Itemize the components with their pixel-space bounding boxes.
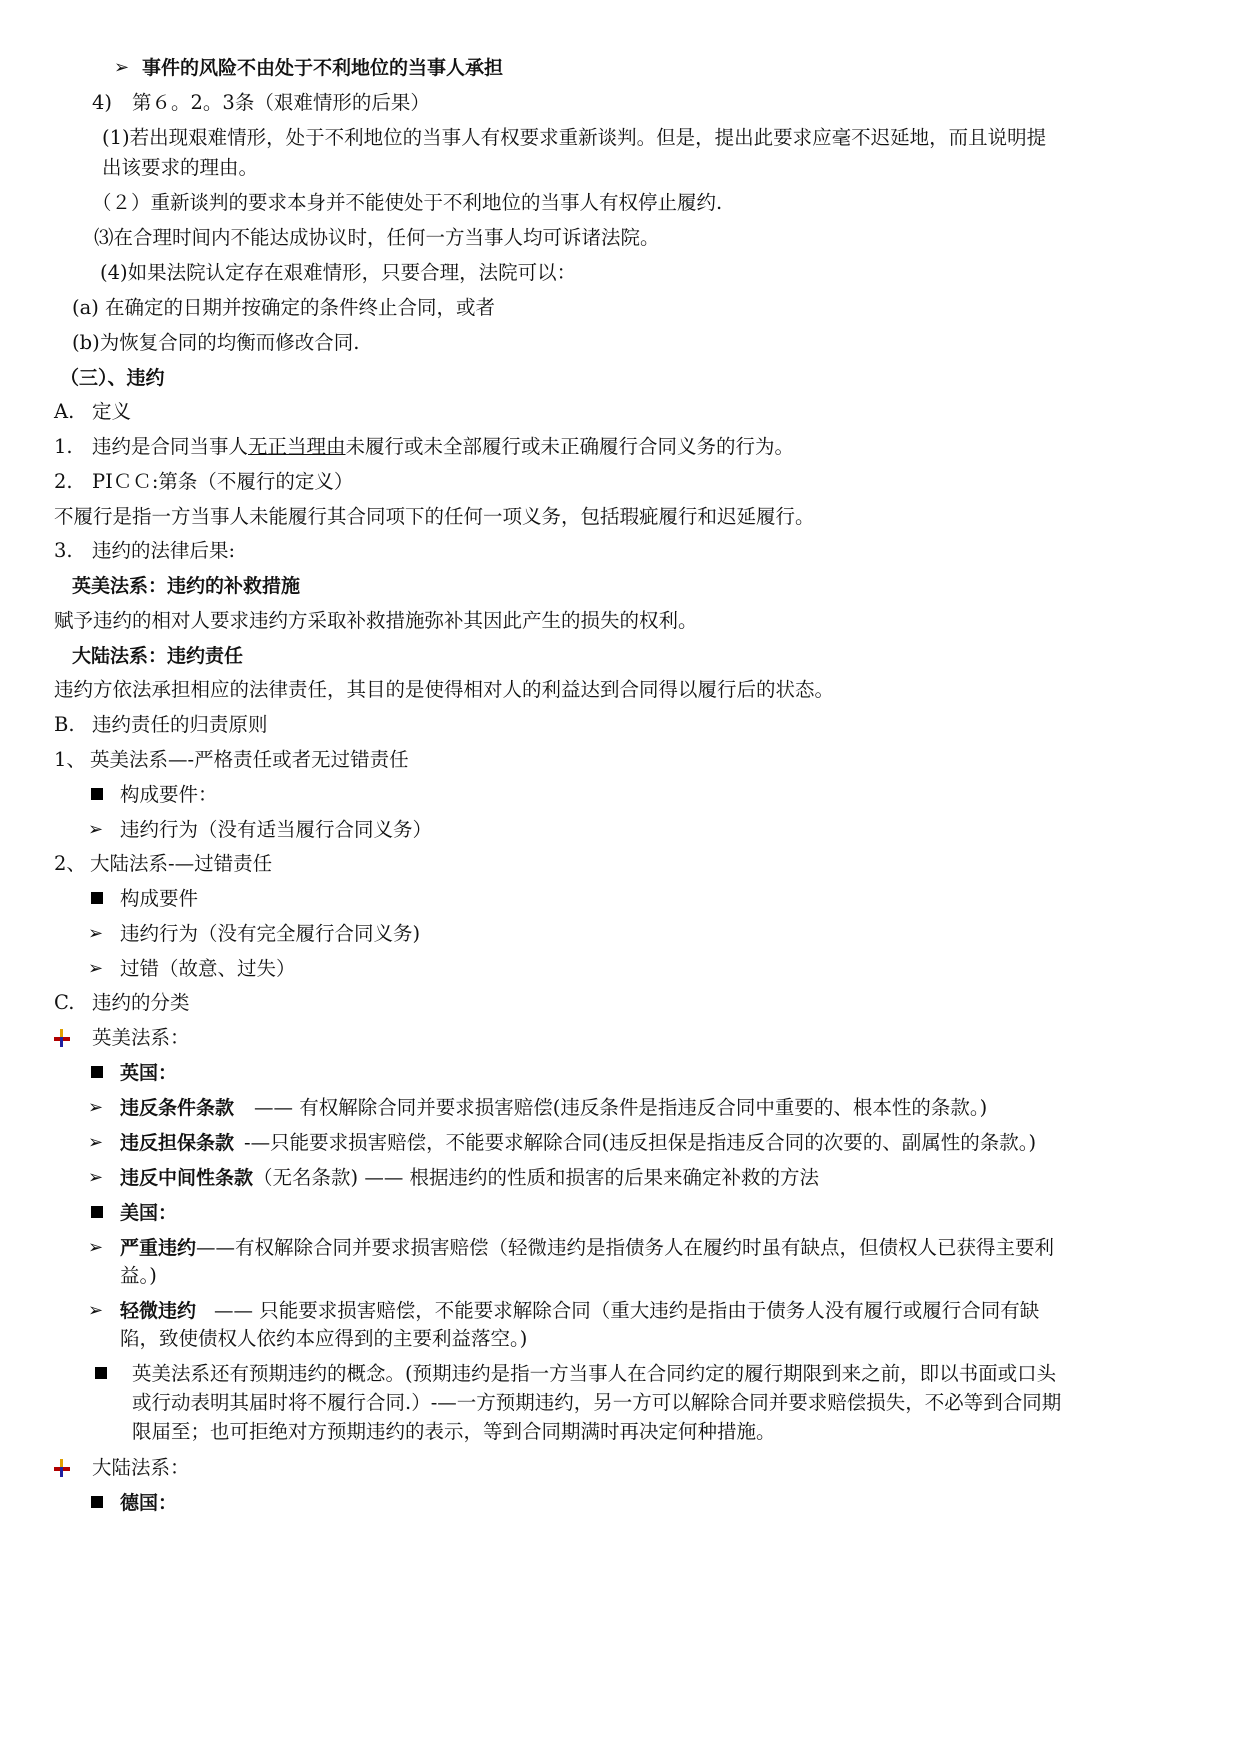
item-number: 2.: [54, 470, 73, 493]
paragraph: (4)如果法院认定存在艰难情形，只要合理，法院可以：: [100, 261, 577, 284]
square-bullet-icon: [91, 788, 103, 800]
arrow-bullet-icon: ➢: [88, 819, 104, 840]
paragraph: 英美法系—-严格责任或者无过错责任: [90, 748, 409, 771]
arrow-bullet-icon: ➢: [88, 1132, 104, 1153]
item-number: 3.: [54, 539, 73, 562]
bold-term: 违反担保条款: [120, 1132, 235, 1154]
underlined-text: 无正当理由: [248, 435, 346, 458]
paragraph: [120, 1235, 1054, 1261]
section-heading: （三）、违约: [60, 367, 165, 389]
bold-term: 违反条件条款: [120, 1097, 235, 1119]
subheading: 英美法系：违约的补救措施: [72, 575, 301, 597]
plus-marker-icon: [53, 1028, 71, 1048]
item-number: 2、: [54, 852, 86, 875]
square-bullet-icon: [91, 1496, 103, 1508]
paragraph: ⑶在合理时间内不能达成协议时，任何一方当事人均可诉诸法院。: [94, 226, 660, 249]
paragraph: (1)若出现艰难情形，处于不利地位的当事人有权要求重新谈判。但是，提出此要求应毫不迟延地，而且说明提: [102, 126, 1047, 149]
paragraph: 英美法系还有预期违约的概念。(预期违约是指一方当事人在合同约定的履行期限到来之前，即以书面或口头: [132, 1362, 1057, 1385]
square-bullet-icon: [91, 892, 103, 904]
paragraph: 出该要求的理由。: [102, 156, 259, 179]
square-bullet-icon: [95, 1367, 107, 1379]
subheading: 英国：: [120, 1062, 178, 1084]
subheading: 大陆法系：违约责任: [72, 645, 244, 667]
paragraph: [120, 1165, 819, 1191]
paragraph: 益。): [120, 1264, 157, 1287]
paragraph: PIＣＣ:第条（不履行的定义）: [92, 470, 354, 493]
paragraph: 违约的法律后果:: [92, 539, 236, 562]
subheading: 定义: [92, 400, 132, 423]
paragraph: 或行动表明其届时将不履行合同.）-—一方预期违约，另一方可以解除合同并要求赔偿损失，不必等到合同期: [132, 1391, 1062, 1414]
text-run: —— 只能要求损害赔偿，不能要求解除合同（重大违约是指由于债务人没有履行或履行合同有缺: [214, 1299, 1040, 1322]
article-heading: 第６。2。3条（艰难情形的后果）: [132, 91, 430, 114]
item-number: B.: [54, 713, 75, 736]
paragraph: [120, 1130, 1036, 1156]
arrow-bullet-icon: ➢: [88, 1300, 104, 1321]
paragraph: 构成要件: [120, 887, 199, 910]
paragraph: 构成要件：: [120, 783, 218, 806]
paragraph: 过错（故意、过失）: [120, 957, 296, 980]
arrow-bullet-icon: ➢: [88, 1237, 104, 1258]
text-run: —— 有权解除合同并要求损害赔偿(违反条件是指违反合同中重要的、根本性的条款。): [254, 1096, 988, 1119]
arrow-bullet-icon: ➢: [88, 1167, 104, 1188]
paragraph: [120, 1095, 987, 1121]
paragraph: 赋予违约的相对人要求违约方采取补救措施弥补其因此产生的损失的权利。: [54, 609, 698, 632]
plus-marker-icon: [53, 1458, 71, 1478]
paragraph: 大陆法系：: [92, 1456, 190, 1479]
bold-term: 违反中间性条款: [120, 1167, 254, 1189]
arrow-bullet-icon: ➢: [88, 923, 104, 944]
text-run: （无名条款) —— 根据违约的性质和损害的后果来确定补救的方法: [253, 1166, 820, 1189]
paragraph: 不履行是指一方当事人未能履行其合同项下的任何一项义务，包括瑕疵履行和迟延履行。: [54, 505, 815, 528]
paragraph: 英美法系：: [92, 1026, 190, 1049]
item-number: 1、: [54, 748, 86, 771]
paragraph: （２）重新谈判的要求本身并不能使处于不利地位的当事人有权停止履约.: [92, 191, 723, 214]
subheading: 违约责任的归责原则: [92, 713, 268, 736]
paragraph: [92, 434, 794, 460]
point-risk-heading: 事件的风险不由处于不利地位的当事人承担: [142, 57, 504, 79]
text-run: 未履行或未全部履行或未正确履行合同义务的行为。: [345, 435, 795, 458]
subheading: 美国：: [120, 1202, 178, 1224]
paragraph: 大陆法系-—过错责任: [90, 852, 273, 875]
item-number: 4): [92, 91, 113, 114]
bold-term: 严重违约: [120, 1237, 197, 1259]
arrow-bullet-icon: ➢: [88, 1097, 104, 1118]
paragraph: 陷，致使债权人依约本应得到的主要利益落空。): [120, 1327, 528, 1350]
text-run: -—只能要求损害赔偿，不能要求解除合同(违反担保是指违反合同的次要的、副属性的条款。): [244, 1131, 1037, 1154]
paragraph: (b)为恢复合同的均衡而修改合同.: [72, 331, 360, 354]
paragraph: (a) 在确定的日期并按确定的条件终止合同，或者: [72, 296, 496, 319]
arrow-bullet-icon: ➢: [114, 57, 130, 78]
paragraph: 违约行为（没有适当履行合同义务）: [120, 818, 433, 841]
square-bullet-icon: [91, 1206, 103, 1218]
arrow-bullet-icon: ➢: [88, 958, 104, 979]
text-run: ——有权解除合同并要求损害赔偿（轻微违约是指债务人在履约时虽有缺点，但债权人已获得主要利: [196, 1236, 1055, 1259]
subheading: 违约的分类: [92, 991, 190, 1014]
paragraph: 违约行为（没有完全履行合同义务): [120, 922, 421, 945]
paragraph: [120, 1298, 1039, 1324]
item-number: 1.: [54, 435, 73, 458]
bold-term: 轻微违约: [120, 1300, 197, 1322]
item-number: C.: [54, 991, 75, 1014]
subheading: 德国：: [120, 1492, 178, 1514]
text-run: 违约是合同当事人: [92, 435, 249, 458]
paragraph: 违约方依法承担相应的法律责任，其目的是使得相对人的利益达到合同得以履行后的状态。: [54, 678, 835, 701]
square-bullet-icon: [91, 1066, 103, 1078]
item-number: A.: [54, 400, 75, 423]
paragraph: 限届至；也可拒绝对方预期违约的表示，等到合同期满时再决定何种措施。: [132, 1420, 776, 1443]
